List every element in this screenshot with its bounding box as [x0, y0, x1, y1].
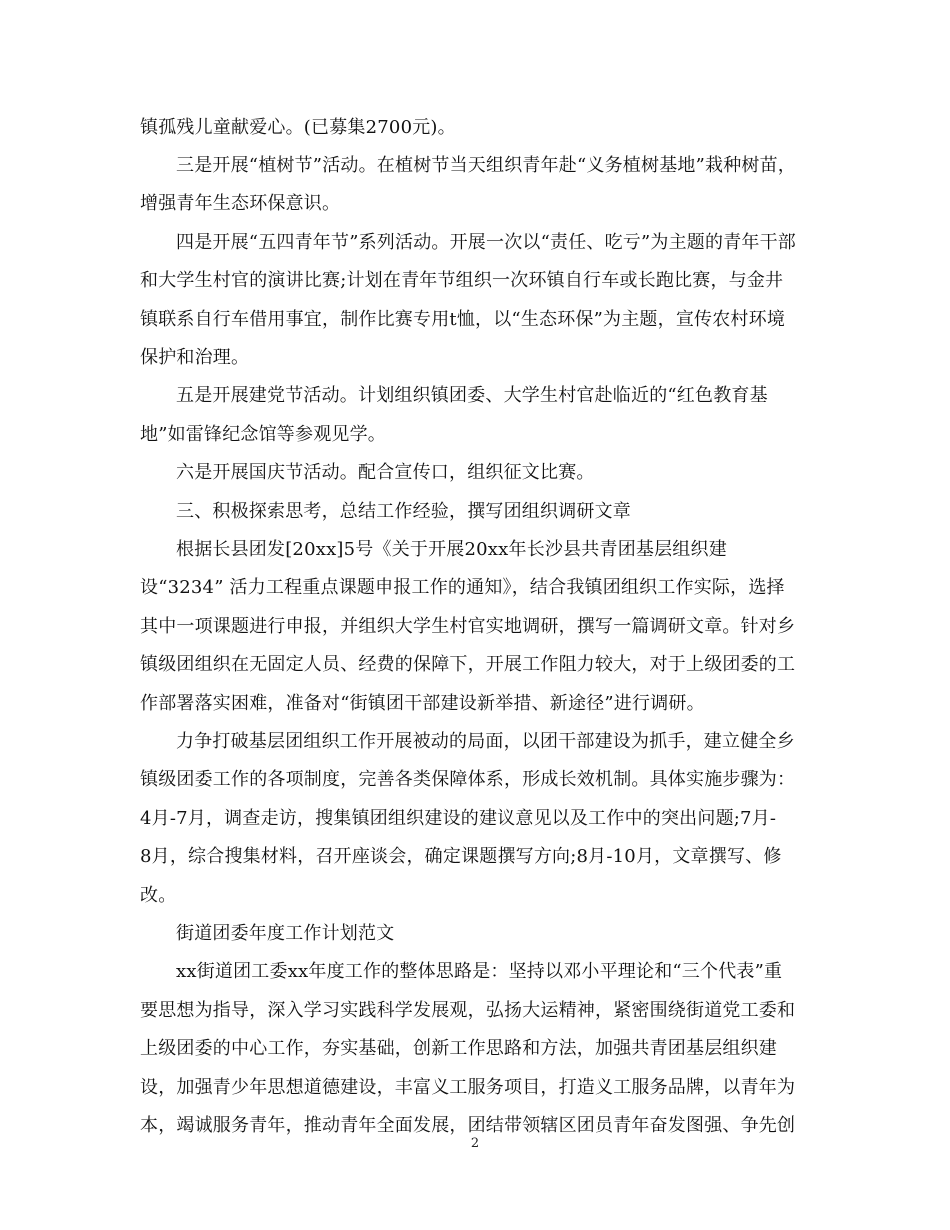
text-line: 镇级团委工作的各项制度，完善各类保障体系，形成长效机制。具体实施步骤为： [140, 769, 796, 790]
text-line: 和大学生村官的演讲比赛;计划在青年节组织一次环镇自行车或长跑比赛，与金井 [140, 270, 784, 291]
text-line: 保护和治理。 [140, 347, 250, 368]
text-line: 设“3234” 活力工程重点课题申报工作的通知》，结合我镇团组织工作实际，选择 [140, 577, 785, 598]
section-heading: 三、积极探索思考，总结工作经验，撰写团组织调研文章 [176, 501, 631, 522]
text-line: 上级团委的中心工作，夯实基础，创新工作思路和方法，加强共青团基层组织建 [140, 1038, 777, 1059]
text-line: 增强青年生态环保意识。 [140, 193, 341, 214]
text-line: 三是开展“植树节”活动。在植树节当天组织青年赴“义务植树基地”栽种树苗， [176, 155, 797, 176]
text-line: 镇级团组织在无固定人员、经费的保障下，开展工作阻力较大，对于上级团委的工 [140, 654, 796, 675]
text-line: 4月-7月，调查走访，搜集镇团组织建设的建议意见以及工作中的突出问题;7月- [140, 808, 777, 829]
text-line: 四是开展“五四青年节”系列活动。开展一次以“责任、吃亏”为主题的青年干部 [176, 232, 797, 253]
text-line: 力争打破基层团组织工作开展被动的局面，以团干部建设为抓手，建立健全乡 [176, 731, 795, 752]
page-number: 2 [470, 1136, 480, 1151]
text-line: 五是开展建党节活动。计划组织镇团委、大学生村官赴临近的“红色教育基 [176, 385, 768, 406]
text-line: 镇孤残儿童献爱心。(已募集2700元)。 [140, 117, 456, 138]
text-line: 镇联系自行车借用事宜，制作比赛专用t恤，以“生态环保”为主题，宣传农村环境 [140, 309, 786, 330]
text-line: 要思想为指导，深入学习实践科学发展观，弘扬大运精神，紧密围绕街道党工委和 [140, 1000, 796, 1021]
text-line: 其中一项课题进行申报，并组织大学生村官实地调研，撰写一篇调研文章。针对乡 [140, 616, 796, 637]
text-line: 设，加强青少年思想道德建设，丰富义工服务项目，打造义工服务品牌，以青年为 [140, 1077, 796, 1098]
text-line: 本，竭诚服务青年，推动青年全面发展，团结带领辖区团员青年奋发图强、争先创 [140, 1115, 796, 1136]
text-line: 六是开展国庆节活动。配合宣传口，组织征文比赛。 [176, 462, 595, 483]
text-line: 8月，综合搜集材料，召开座谈会，确定课题撰写方向;8月-10月，文章撰写、修 [140, 846, 782, 867]
text-line: xx街道团工委xx年度工作的整体思路是：坚持以邓小平理论和“三个代表”重 [176, 961, 783, 982]
section-title: 街道团委年度工作计划范文 [176, 923, 395, 944]
text-line: 根据长县团发[20xx]5号《关于开展20xx年长沙县共青团基层组织建 [176, 539, 727, 560]
text-line: 作部署落实困难，准备对“街镇团干部建设新举措、新途径”进行调研。 [140, 693, 705, 714]
text-line: 改。 [140, 885, 177, 906]
text-line: 地”如雷锋纪念馆等参观见学。 [140, 424, 387, 445]
